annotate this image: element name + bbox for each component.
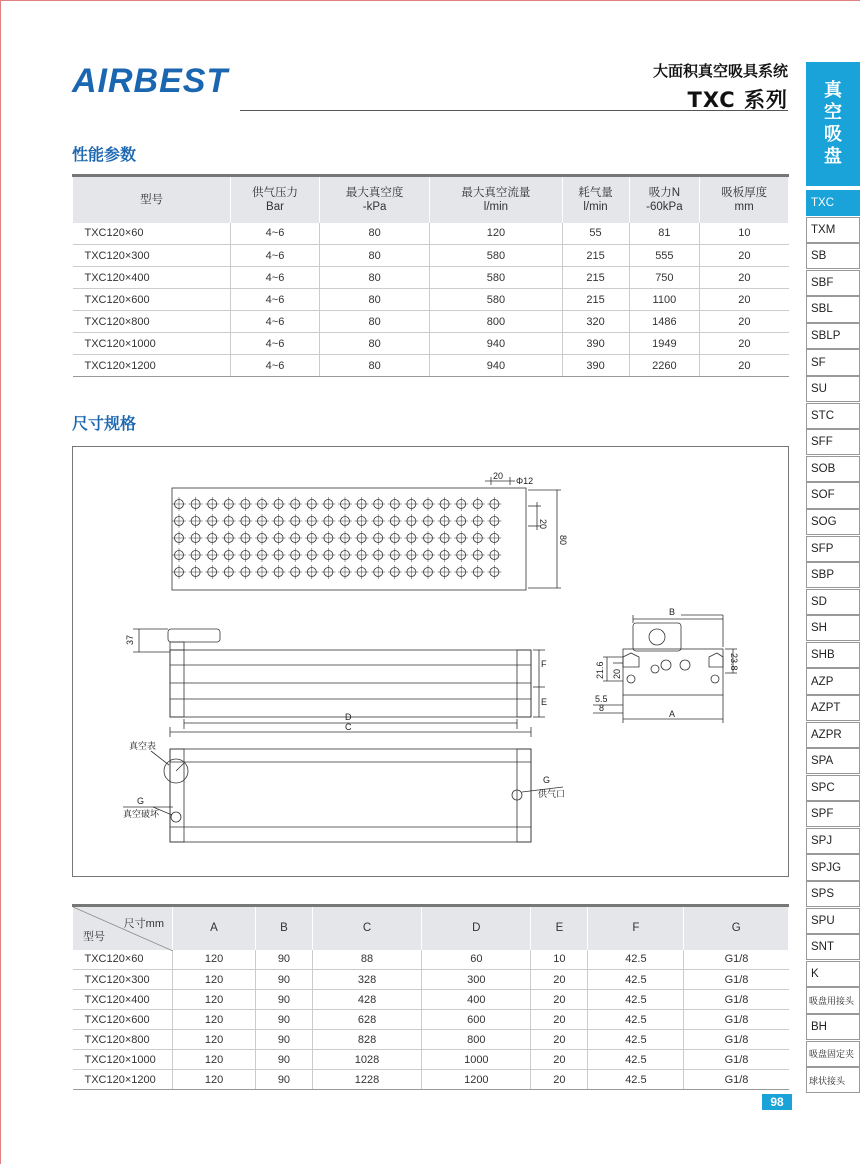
performance-header-cell [319, 176, 429, 223]
table-cell: 120 [173, 1030, 256, 1050]
side-nav-item[interactable]: SBL [806, 296, 860, 322]
table-cell: 1100 [629, 289, 700, 311]
corner-header-unit: 尺寸mm [123, 918, 164, 930]
table-cell: 4~6 [231, 289, 320, 311]
table-row [73, 267, 789, 289]
table-cell: 90 [256, 990, 313, 1010]
header-label: 吸力N [648, 186, 681, 199]
table-cell: 628 [312, 1010, 421, 1030]
table-cell: 20 [700, 289, 789, 311]
performance-header-cell [629, 176, 700, 223]
header-rule [240, 110, 788, 111]
table-cell: 328 [312, 970, 421, 990]
header-unit: Bar [266, 200, 284, 213]
side-nav-item[interactable]: K [806, 961, 860, 987]
dim-gauge-height-label: 37 [125, 634, 135, 645]
side-heading-char: 空 [824, 102, 842, 123]
corner-header-cell [73, 906, 173, 950]
dim-width-label: 80 [558, 535, 568, 546]
table-cell: 80 [319, 333, 429, 355]
table-cell: TXC120×300 [73, 970, 173, 990]
side-nav-item[interactable]: SPA [806, 748, 860, 774]
side-nav-item[interactable]: SBF [806, 270, 860, 296]
table-cell: 428 [312, 990, 421, 1010]
performance-table [72, 174, 789, 377]
table-cell: 215 [562, 289, 629, 311]
table-cell: 10 [700, 223, 789, 245]
table-cell: 215 [562, 267, 629, 289]
side-nav-item[interactable]: SFF [806, 429, 860, 455]
table-cell: 20 [531, 1030, 588, 1050]
table-cell: 600 [422, 1010, 531, 1030]
table-cell: 120 [173, 1070, 256, 1090]
table-cell: 800 [430, 311, 562, 333]
dimension-header-cell: B [256, 906, 313, 950]
table-cell: 1228 [312, 1070, 421, 1090]
table-cell: 20 [531, 990, 588, 1010]
header-label: 最大真空度 [345, 186, 404, 199]
side-nav [806, 190, 860, 1094]
series-title: 大面积真空吸具系统 [652, 62, 788, 80]
dim-d-label: D [345, 712, 352, 722]
table-cell: 4~6 [231, 333, 320, 355]
page-number: 98 [762, 1094, 792, 1110]
table-cell: 580 [430, 289, 562, 311]
header-unit: mm [734, 200, 754, 213]
table-cell: 80 [319, 355, 429, 377]
table-cell: G1/8 [684, 1010, 789, 1030]
table-row [73, 333, 789, 355]
gauge-label: 真空表 [129, 741, 157, 751]
table-cell: 90 [256, 950, 313, 970]
bottom-view-body [123, 740, 565, 842]
side-heading-char: 吸 [824, 124, 842, 145]
side-nav-item[interactable]: AZP [806, 668, 860, 694]
dimensions-table [72, 904, 789, 1090]
side-nav-item[interactable]: SOF [806, 482, 860, 508]
side-nav-item[interactable]: SBP [806, 562, 860, 588]
table-row [73, 289, 789, 311]
side-nav-item[interactable]: AZPT [806, 695, 860, 721]
table-cell: 10 [531, 950, 588, 970]
supply-g-label: G [543, 775, 551, 785]
table-cell: 4~6 [231, 311, 320, 333]
dim-f-label: F [541, 659, 547, 669]
performance-header-cell [430, 176, 562, 223]
table-cell: 120 [173, 950, 256, 970]
table-cell: 81 [629, 223, 700, 245]
table-cell: 120 [173, 1010, 256, 1030]
side-nav-item[interactable]: 吸盘用接头 [806, 987, 860, 1013]
dimension-header-cell: A [173, 906, 256, 950]
side-nav-item[interactable]: TXM [806, 217, 860, 243]
dimension-header-cell: C [312, 906, 421, 950]
table-cell: 800 [422, 1030, 531, 1050]
table-cell: TXC120×1200 [73, 355, 231, 377]
table-cell: 390 [562, 355, 629, 377]
table-cell: TXC120×600 [73, 289, 231, 311]
dim-pitch-label: 20 [493, 471, 504, 481]
header-label: 吸板厚度 [721, 186, 768, 199]
dimension-header-cell: G [684, 906, 789, 950]
table-cell: 42.5 [588, 950, 684, 970]
dim-23-8-label: 23.8 [729, 653, 739, 671]
header-label: 供气压力 [252, 186, 298, 199]
table-cell: 1200 [422, 1070, 531, 1090]
table-cell: 20 [531, 970, 588, 990]
side-nav-item[interactable]: SPU [806, 908, 860, 934]
side-nav-item[interactable]: TXC [806, 190, 860, 216]
dim-20-label: 20 [612, 668, 622, 679]
side-nav-item[interactable]: SOG [806, 509, 860, 535]
table-cell: 120 [173, 990, 256, 1010]
table-cell: TXC120×400 [73, 990, 173, 1010]
table-cell: 80 [319, 311, 429, 333]
table-cell: 88 [312, 950, 421, 970]
table-cell: 20 [700, 245, 789, 267]
table-cell: 555 [629, 245, 700, 267]
break-g-label: G [137, 796, 145, 806]
table-row [73, 970, 789, 990]
table-cell: G1/8 [684, 990, 789, 1010]
side-heading-char: 真 [824, 80, 842, 101]
table-row [73, 990, 789, 1010]
table-cell: 120 [430, 223, 562, 245]
dimension-header-cell: F [588, 906, 684, 950]
side-nav-item[interactable]: 吸盘固定夹 [806, 1041, 860, 1067]
table-cell: TXC120×60 [73, 950, 173, 970]
side-nav-item[interactable]: SNT [806, 934, 860, 960]
dim-b-label: B [669, 607, 676, 617]
dim-5-5-label: 5.5 [595, 694, 608, 704]
side-nav-item[interactable]: SD [806, 589, 860, 615]
table-cell: 90 [256, 1050, 313, 1070]
header-unit: -60kPa [646, 200, 683, 213]
header-unit: -kPa [362, 200, 387, 213]
table-cell: 20 [700, 311, 789, 333]
table-cell: TXC120×1000 [73, 333, 231, 355]
table-cell: 940 [430, 355, 562, 377]
dim-row-pitch-label: 20 [538, 519, 548, 530]
table-cell: TXC120×60 [73, 223, 231, 245]
dim-c-label: C [345, 722, 352, 732]
table-row [73, 1010, 789, 1030]
table-cell: 4~6 [231, 267, 320, 289]
table-row [73, 1030, 789, 1050]
header-label: 耗气量 [578, 186, 613, 199]
top-view-plate [172, 471, 568, 590]
table-row [73, 950, 789, 970]
side-nav-item[interactable]: SPF [806, 801, 860, 827]
airbest-logo: AIRBEST [72, 62, 229, 100]
table-cell: 750 [629, 267, 700, 289]
table-cell: TXC120×800 [73, 1030, 173, 1050]
dim-8-label: 8 [599, 703, 605, 713]
table-cell: 580 [430, 245, 562, 267]
table-cell: 80 [319, 223, 429, 245]
table-cell: G1/8 [684, 1030, 789, 1050]
header-unit: l/min [483, 200, 509, 213]
table-cell: 42.5 [588, 1010, 684, 1030]
table-cell: G1/8 [684, 970, 789, 990]
table-row [73, 1050, 789, 1070]
table-cell: 120 [173, 1050, 256, 1070]
side-nav-item[interactable]: SPS [806, 881, 860, 907]
side-nav-item[interactable]: SFP [806, 536, 860, 562]
table-cell: TXC120×1200 [73, 1070, 173, 1090]
table-cell: 1949 [629, 333, 700, 355]
dimension-header-cell: E [531, 906, 588, 950]
table-cell: 42.5 [588, 1070, 684, 1090]
table-cell: TXC120×600 [73, 1010, 173, 1030]
side-nav-item[interactable]: 球状接头 [806, 1067, 860, 1093]
side-nav-item[interactable]: SF [806, 349, 860, 375]
table-cell: 4~6 [231, 245, 320, 267]
table-row [73, 311, 789, 333]
dim-hole-dia-label: Φ12 [516, 476, 534, 486]
header-unit: l/min [583, 200, 608, 213]
table-cell: 20 [700, 267, 789, 289]
table-cell: 55 [562, 223, 629, 245]
side-nav-item[interactable]: BH [806, 1014, 860, 1040]
table-cell: TXC120×1000 [73, 1050, 173, 1070]
table-row [73, 245, 789, 267]
table-cell: 580 [430, 267, 562, 289]
table-cell: 1000 [422, 1050, 531, 1070]
table-cell: 300 [422, 970, 531, 990]
table-cell: 20 [531, 1070, 588, 1090]
table-cell: G1/8 [684, 1050, 789, 1070]
table-cell: 400 [422, 990, 531, 1010]
table-cell: 90 [256, 1030, 313, 1050]
table-cell: 4~6 [231, 223, 320, 245]
table-cell: 42.5 [588, 970, 684, 990]
header-label: 型号 [140, 193, 164, 206]
table-row [73, 1070, 789, 1090]
side-nav-item[interactable]: SOB [806, 456, 860, 482]
performance-header-cell [562, 176, 629, 223]
table-cell: 60 [422, 950, 531, 970]
side-heading-char: 盘 [824, 146, 842, 167]
table-cell: 940 [430, 333, 562, 355]
side-nav-item[interactable]: STC [806, 403, 860, 429]
side-nav-item[interactable]: SPC [806, 775, 860, 801]
table-cell: 1486 [629, 311, 700, 333]
table-cell: G1/8 [684, 1070, 789, 1090]
table-cell: 215 [562, 245, 629, 267]
dimensions-title: 尺寸规格 [72, 414, 137, 433]
table-cell: 20 [531, 1050, 588, 1070]
dimension-drawing [72, 446, 789, 877]
side-nav-item[interactable]: SU [806, 376, 860, 402]
side-nav-item[interactable]: SPJ [806, 828, 860, 854]
table-cell: TXC120×300 [73, 245, 231, 267]
performance-header-cell [700, 176, 789, 223]
dimension-header-cell: D [422, 906, 531, 950]
table-cell: 42.5 [588, 990, 684, 1010]
dim-21-6-label: 21.6 [595, 661, 605, 679]
table-cell: 20 [531, 1010, 588, 1030]
table-cell: 80 [319, 267, 429, 289]
table-cell: 90 [256, 1010, 313, 1030]
table-cell: 20 [700, 355, 789, 377]
end-view-body [593, 607, 739, 723]
table-cell: 1028 [312, 1050, 421, 1070]
side-category-heading [806, 62, 860, 186]
series-code: TXC 系列 [687, 88, 788, 112]
table-cell: 20 [700, 333, 789, 355]
dim-a-label: A [669, 709, 676, 719]
side-nav-item[interactable]: SBLP [806, 323, 860, 349]
table-cell: TXC120×400 [73, 267, 231, 289]
dim-e-label: E [541, 697, 548, 707]
table-cell: 320 [562, 311, 629, 333]
supply-port-label: 供气口 [538, 789, 566, 799]
table-cell: 80 [319, 245, 429, 267]
table-cell: 90 [256, 1070, 313, 1090]
table-cell: G1/8 [684, 950, 789, 970]
break-port-label: 真空破坏 [123, 809, 160, 819]
side-nav-item[interactable]: SPJG [806, 854, 860, 880]
table-cell: TXC120×800 [73, 311, 231, 333]
table-cell: 80 [319, 289, 429, 311]
side-nav-item[interactable]: SB [806, 243, 860, 269]
table-cell: 2260 [629, 355, 700, 377]
suction-hole-grid [172, 497, 501, 579]
performance-header-cell [73, 176, 231, 223]
side-view-body [125, 629, 547, 737]
side-nav-item[interactable]: SHB [806, 642, 860, 668]
performance-title: 性能参数 [72, 145, 137, 164]
table-cell: 42.5 [588, 1050, 684, 1070]
header-label: 最大真空流量 [461, 186, 531, 199]
table-row [73, 223, 789, 245]
table-cell: 42.5 [588, 1030, 684, 1050]
table-cell: 390 [562, 333, 629, 355]
table-cell: 90 [256, 970, 313, 990]
table-cell: 828 [312, 1030, 421, 1050]
corner-header-model: 型号 [83, 930, 105, 943]
table-cell: 4~6 [231, 355, 320, 377]
performance-header-cell [231, 176, 320, 223]
side-nav-item[interactable]: AZPR [806, 722, 860, 748]
table-row [73, 355, 789, 377]
side-nav-item[interactable]: SH [806, 615, 860, 641]
table-cell: 120 [173, 970, 256, 990]
